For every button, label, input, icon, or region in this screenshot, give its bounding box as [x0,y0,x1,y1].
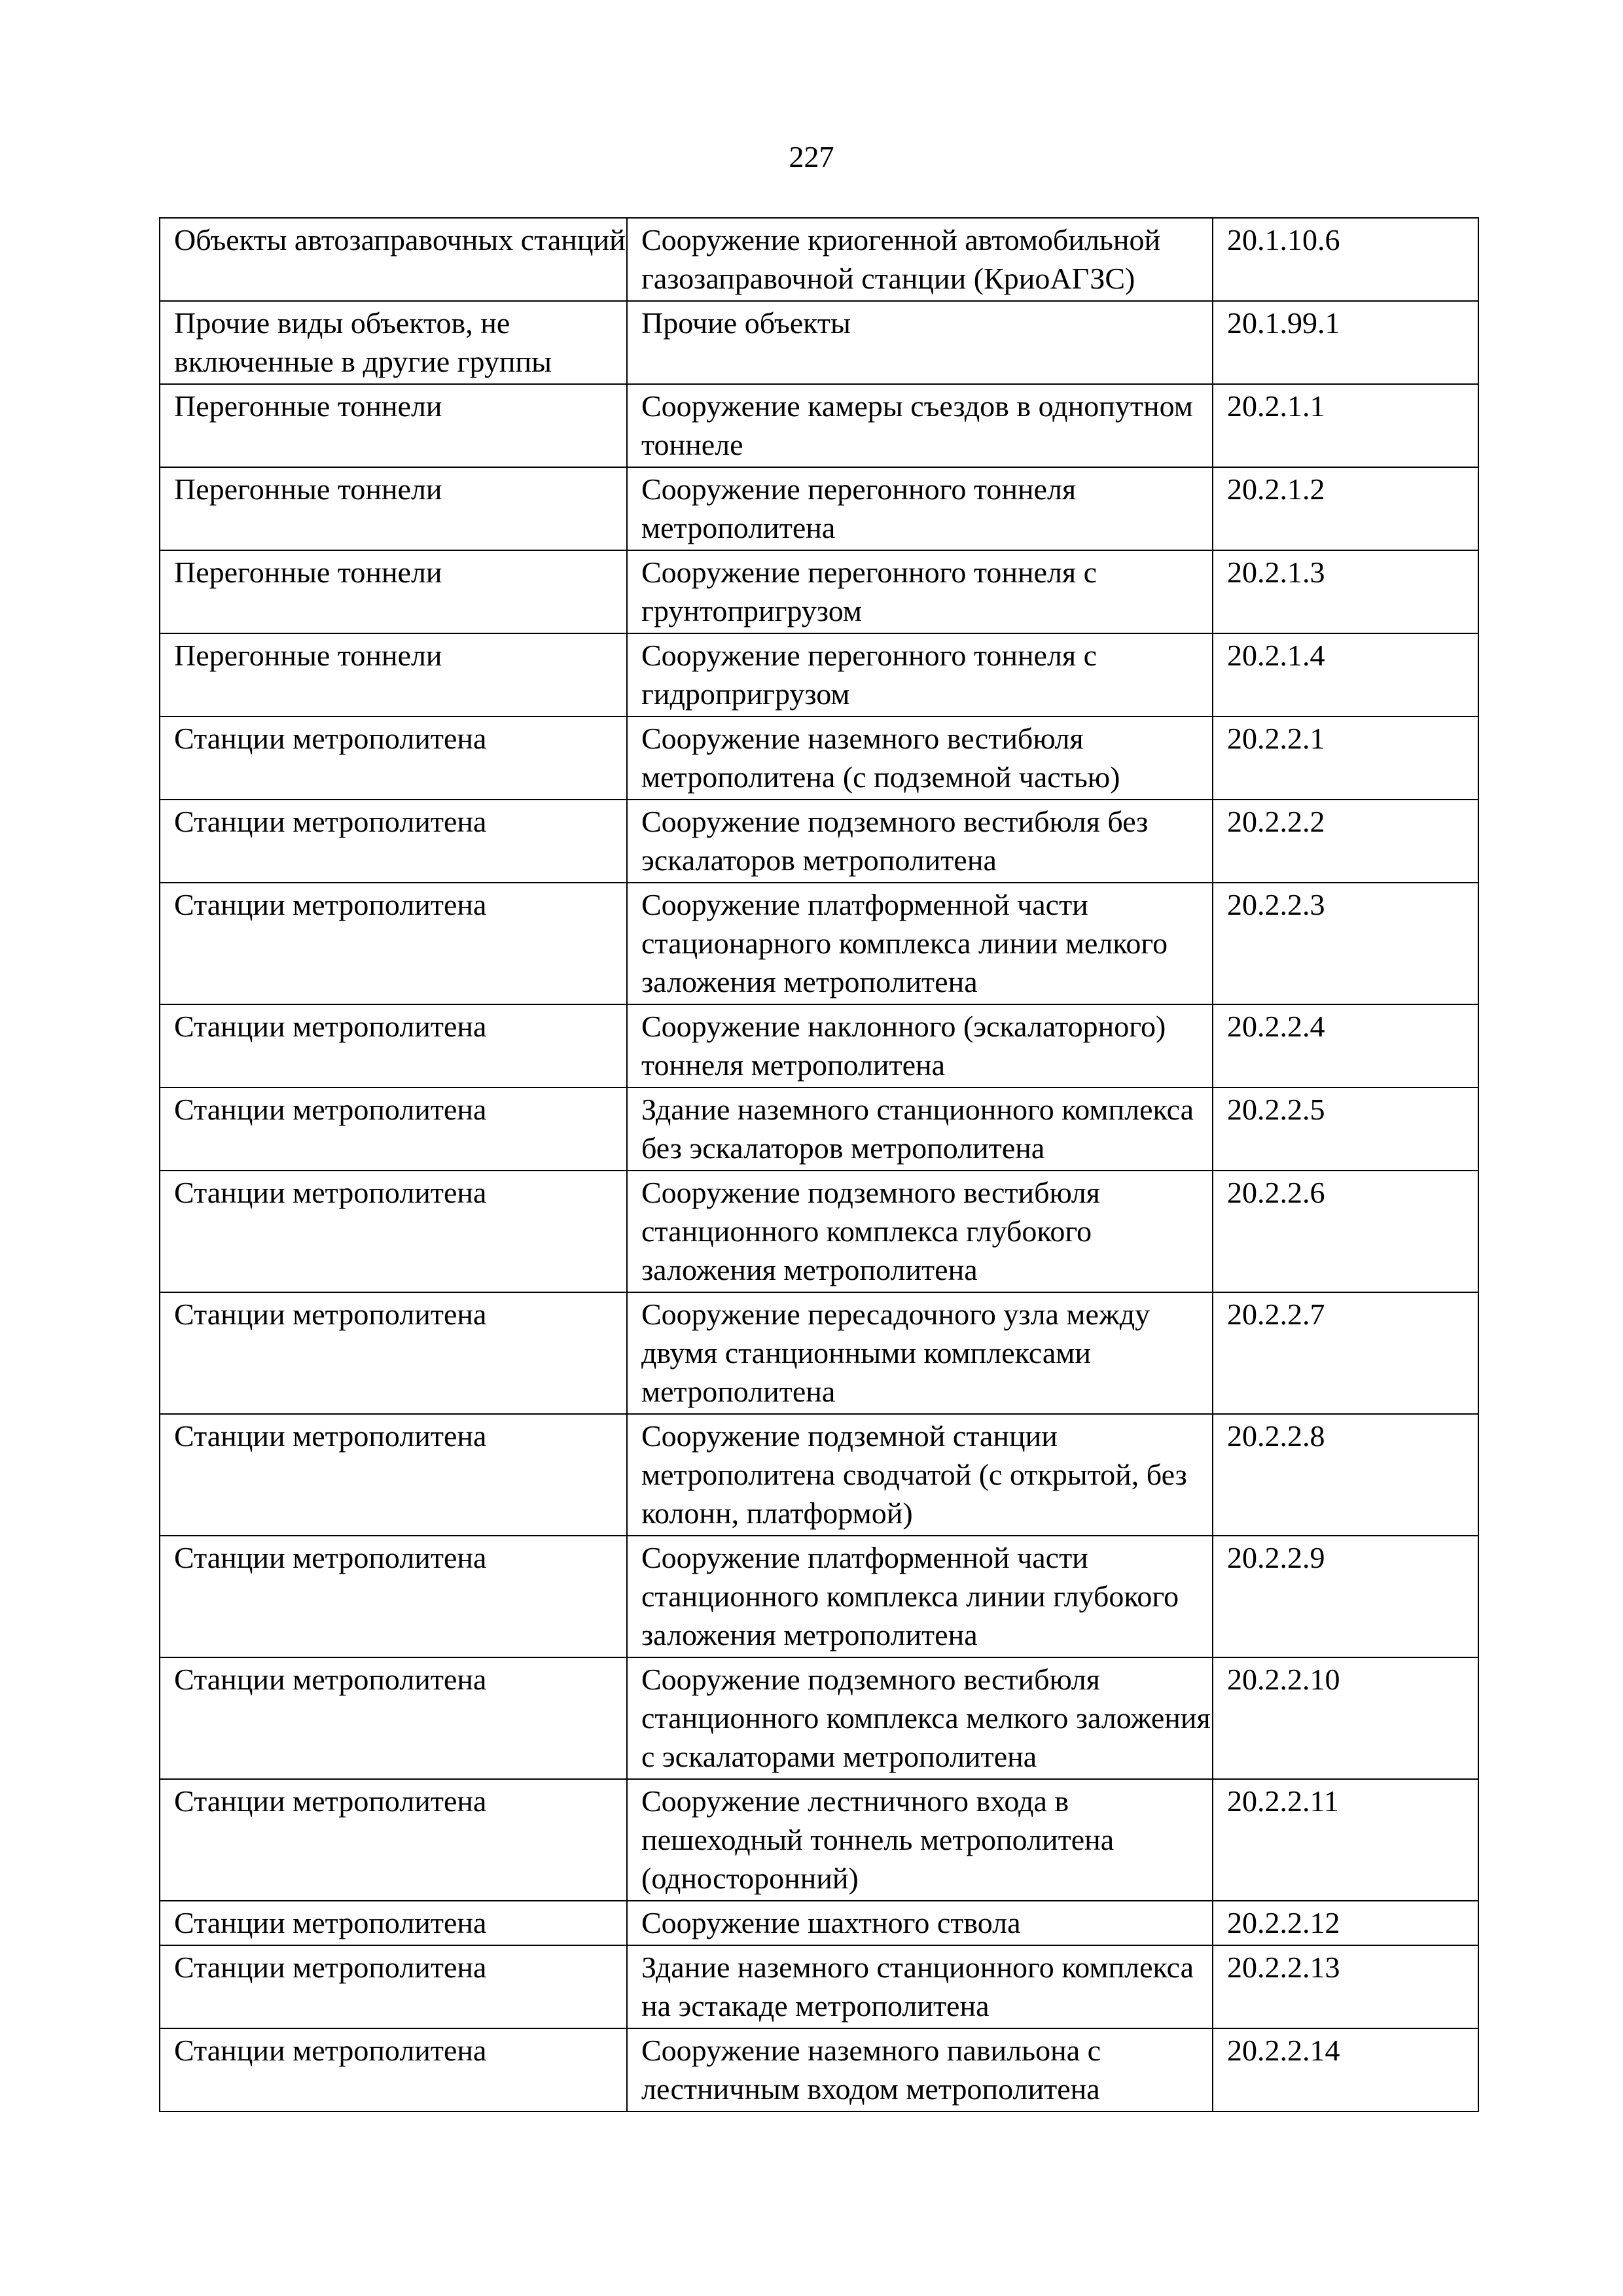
object-name-cell: Сооружение подземного вестибюля без эскалаторов метрополитена [627,800,1213,883]
table-row [160,800,1478,883]
object-group-cell: Станции метрополитена [160,883,627,1004]
object-group-cell: Перегонные тоннели [160,633,627,716]
classification-table [159,217,1479,2112]
object-name-cell: Сооружение шахтного ствола [627,1901,1213,1945]
object-name-cell: Сооружение криогенной автомобильной газозаправочной станции (КриоАГЗС) [627,218,1213,301]
object-group-cell: Станции метрополитена [160,1087,627,1171]
object-group-cell: Станции метрополитена [160,1004,627,1087]
table-row [160,1657,1478,1779]
table-row [160,883,1478,1004]
object-code-cell: 20.2.2.9 [1213,1536,1478,1657]
object-group-cell: Перегонные тоннели [160,384,627,467]
object-code-cell: 20.2.2.4 [1213,1004,1478,1087]
object-name-cell: Сооружение наклонного (эскалаторного) тоннеля метрополитена [627,1004,1213,1087]
object-name-cell: Сооружение пересадочного узла между двумя станционными комплексами метрополитена [627,1292,1213,1414]
object-code-cell: 20.2.2.13 [1213,1945,1478,2028]
table-row [160,467,1478,550]
object-code-cell: 20.1.10.6 [1213,218,1478,301]
object-group-cell: Станции метрополитена [160,1536,627,1657]
table-row [160,716,1478,800]
object-code-cell: 20.2.2.1 [1213,716,1478,800]
object-code-cell: 20.2.1.3 [1213,550,1478,633]
table-row [160,550,1478,633]
object-group-cell: Станции метрополитена [160,716,627,800]
object-code-cell: 20.2.2.5 [1213,1087,1478,1171]
object-code-cell: 20.2.2.7 [1213,1292,1478,1414]
table-row [160,1087,1478,1171]
object-group-cell: Прочие виды объектов, не включенные в другие группы [160,301,627,384]
object-name-cell: Сооружение камеры съездов в однопутном тоннеле [627,384,1213,467]
object-code-cell: 20.2.2.14 [1213,2028,1478,2111]
object-group-cell: Станции метрополитена [160,1901,627,1945]
object-code-cell: 20.2.2.3 [1213,883,1478,1004]
object-code-cell: 20.2.2.10 [1213,1657,1478,1779]
table-row [160,1901,1478,1945]
table-row [160,1292,1478,1414]
object-code-cell: 20.2.1.2 [1213,467,1478,550]
object-group-cell: Станции метрополитена [160,1657,627,1779]
object-group-cell: Станции метрополитена [160,800,627,883]
table-row [160,384,1478,467]
table-row [160,301,1478,384]
table-row [160,218,1478,301]
object-name-cell: Сооружение перегонного тоннеля метрополитена [627,467,1213,550]
table-row [160,633,1478,716]
object-name-cell: Сооружение платформенной части станционного комплекса линии глубокого заложения метрополитена [627,1536,1213,1657]
object-name-cell: Сооружение наземного павильона с лестничным входом метрополитена [627,2028,1213,2111]
table-row [160,1779,1478,1901]
object-code-cell: 20.2.2.12 [1213,1901,1478,1945]
object-group-cell: Перегонные тоннели [160,467,627,550]
object-group-cell: Станции метрополитена [160,1779,627,1901]
table-body [160,218,1478,2111]
object-code-cell: 20.2.2.6 [1213,1171,1478,1292]
table-row [160,1945,1478,2028]
object-name-cell: Здание наземного станционного комплекса без эскалаторов метрополитена [627,1087,1213,1171]
object-name-cell: Сооружение подземного вестибюля станционного комплекса глубокого заложения метрополитена [627,1171,1213,1292]
object-code-cell: 20.2.2.11 [1213,1779,1478,1901]
object-name-cell: Сооружение подземного вестибюля станционного комплекса мелкого заложения с эскалаторами метрополитена [627,1657,1213,1779]
object-name-cell: Сооружение перегонного тоннеля с грунтопригрузом [627,550,1213,633]
object-group-cell: Станции метрополитена [160,1292,627,1414]
object-name-cell: Прочие объекты [627,301,1213,384]
object-group-cell: Станции метрополитена [160,1171,627,1292]
table-row [160,1536,1478,1657]
object-group-cell: Объекты автозаправочных станций [160,218,627,301]
object-code-cell: 20.1.99.1 [1213,301,1478,384]
object-code-cell: 20.2.2.8 [1213,1414,1478,1536]
object-group-cell: Станции метрополитена [160,1945,627,2028]
object-name-cell: Сооружение лестничного входа в пешеходный тоннель метрополитена (односторонний) [627,1779,1213,1901]
object-group-cell: Станции метрополитена [160,2028,627,2111]
table-row [160,1004,1478,1087]
object-name-cell: Сооружение наземного вестибюля метрополитена (с подземной частью) [627,716,1213,800]
object-name-cell: Сооружение подземной станции метрополитена сводчатой (с открытой, без колонн, платформой) [627,1414,1213,1536]
object-code-cell: 20.2.1.4 [1213,633,1478,716]
page-number: 227 [789,140,834,173]
object-group-cell: Перегонные тоннели [160,550,627,633]
object-name-cell: Сооружение платформенной части стационарного комплекса линии мелкого заложения метрополитена [627,883,1213,1004]
object-name-cell: Здание наземного станционного комплекса на эстакаде метрополитена [627,1945,1213,2028]
object-name-cell: Сооружение перегонного тоннеля с гидропригрузом [627,633,1213,716]
table-row [160,1171,1478,1292]
table-row [160,2028,1478,2111]
object-code-cell: 20.2.2.2 [1213,800,1478,883]
object-code-cell: 20.2.1.1 [1213,384,1478,467]
table-row [160,1414,1478,1536]
object-group-cell: Станции метрополитена [160,1414,627,1536]
